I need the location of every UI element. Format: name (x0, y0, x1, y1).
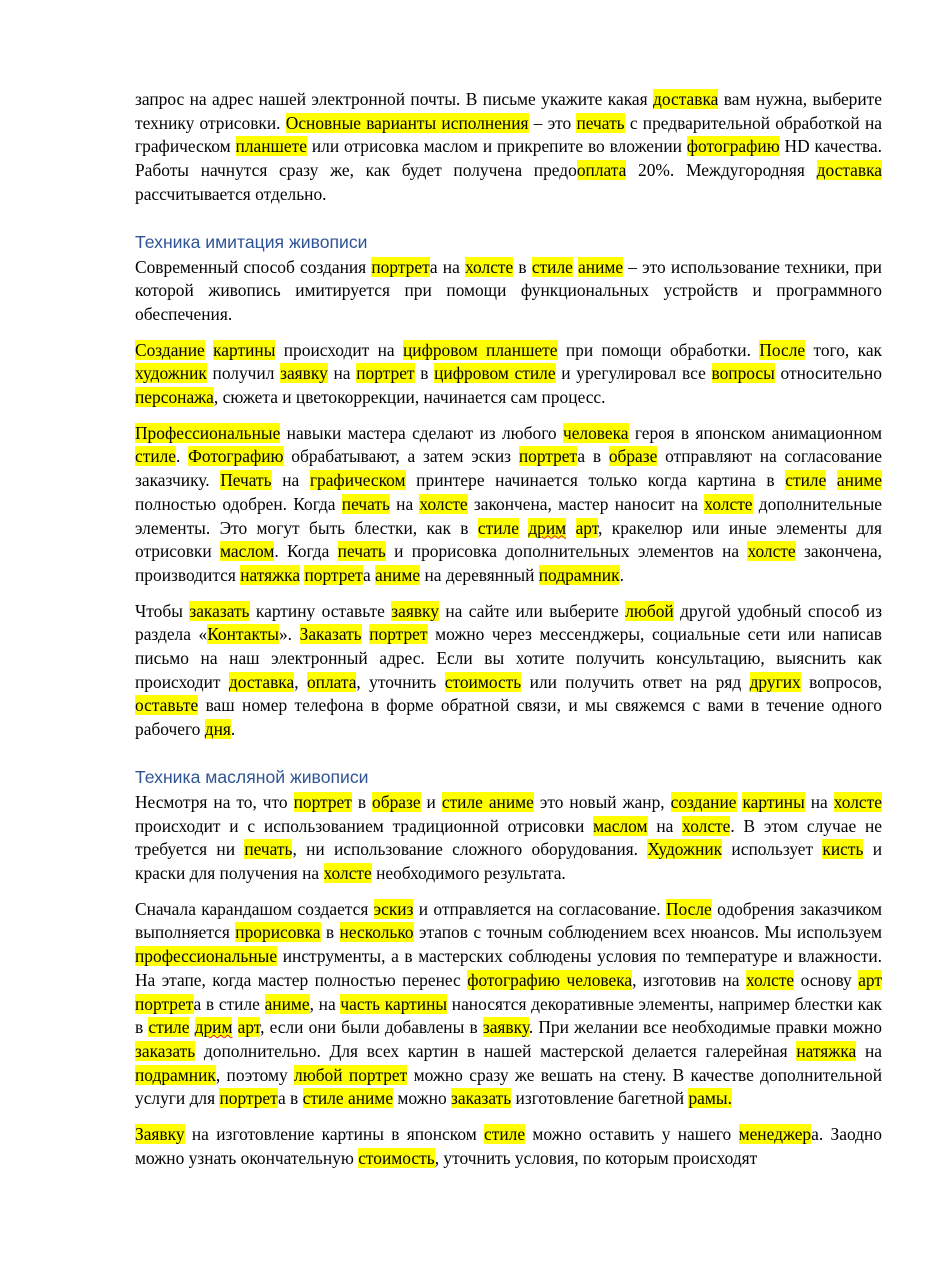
highlighted-keyword: аниме (375, 564, 421, 585)
text-run: , изготовив на (632, 969, 746, 990)
highlighted-keyword: картины (742, 791, 805, 812)
highlighted-keyword: стоимость (358, 1147, 435, 1168)
highlighted-keyword: стиле (531, 256, 573, 277)
highlighted-keyword: печать (244, 839, 293, 860)
highlighted-keyword: Заказать (299, 624, 362, 645)
paragraph (135, 339, 882, 410)
text-run: одобрения заказчиком выполняется (135, 898, 882, 943)
text-run: это новый жанр, (533, 791, 671, 812)
section-heading: Техника масляной живописи (135, 766, 369, 787)
highlighted-keyword: Заявку (135, 1124, 185, 1145)
highlighted-keyword: других (749, 671, 801, 692)
text-run: на (804, 791, 834, 812)
highlighted-keyword: портрет (356, 363, 415, 384)
highlighted-keyword: Основные варианты исполнения (285, 112, 529, 133)
text-run: . В этом случае не требуется ни (135, 815, 883, 860)
highlighted-keyword: образе (608, 446, 658, 467)
text-run (205, 340, 213, 360)
text-run: а в (277, 1088, 303, 1109)
highlighted-keyword: арт (237, 1017, 261, 1038)
text-run: в (351, 791, 373, 812)
highlighted-misspelled-keyword: дрим (194, 1017, 233, 1038)
highlighted-keyword: художник (135, 363, 207, 384)
text-run: принтере начинается только когда картина в (405, 470, 786, 491)
text-run (826, 470, 837, 490)
highlighted-keyword: подрамник (538, 564, 620, 585)
text-run: полностью одобрен. Когда (135, 493, 342, 514)
text-run: другой удобный способ из раздела « (135, 600, 883, 645)
text-run: на (389, 493, 420, 514)
text-run: происходит и с использованием традиционной отрисовки (135, 815, 594, 836)
text-run (232, 1017, 237, 1037)
highlighted-keyword: цифровом планшете (402, 339, 558, 360)
highlighted-keyword: аниме (578, 256, 624, 277)
text-run: в (320, 922, 340, 943)
highlighted-keyword: портрет (518, 446, 578, 467)
highlighted-keyword: оплата (576, 160, 627, 181)
highlighted-keyword: вопросы (711, 363, 775, 384)
highlighted-keyword: прорисовка (235, 922, 321, 943)
highlighted-keyword: холсте (465, 256, 514, 277)
highlighted-keyword: создание (670, 791, 737, 812)
highlighted-keyword: доставка (653, 89, 719, 109)
highlighted-keyword: доставка (816, 160, 882, 181)
highlighted-keyword: холсте (323, 862, 372, 883)
highlighted-keyword: холсте (682, 815, 731, 836)
text-run: . (619, 564, 624, 585)
highlighted-keyword: фотографию человека (467, 969, 633, 990)
paragraph (135, 898, 882, 1111)
highlighted-keyword: портрет (135, 993, 194, 1014)
text-run: Чтобы (135, 600, 190, 621)
highlighted-keyword: Создание (135, 339, 205, 360)
text-run: Современный способ создания (135, 256, 372, 277)
highlighted-keyword: человека (562, 422, 629, 443)
text-run: , поэтому (215, 1064, 295, 1085)
paragraph (135, 88, 882, 207)
highlighted-keyword: холсте (833, 791, 882, 812)
text-run: , (294, 671, 307, 692)
text-run: . При желании все необходимые правки можно (528, 1017, 882, 1038)
highlighted-keyword: портрет (219, 1088, 278, 1109)
highlighted-keyword: аниме (836, 470, 882, 491)
text-run: или получить ответ на ряд (521, 671, 750, 692)
highlighted-keyword: печать (576, 112, 625, 133)
highlighted-keyword: маслом (220, 541, 275, 562)
section-heading: Техника имитация живописи (135, 231, 368, 252)
text-run: на (327, 363, 357, 384)
text-run: или отрисовка маслом и прикрепите во вложении (306, 136, 687, 157)
text-run: и урегулировал все (555, 363, 712, 384)
text-run: можно оставить у нашего (525, 1124, 739, 1145)
text-run (189, 1017, 194, 1037)
highlighted-keyword: стиле (477, 517, 519, 538)
text-run: ваш номер телефона в форме обратной связи, и мы свяжемся с вами в течение одного рабочего (135, 695, 882, 740)
highlighted-keyword: стиле (135, 446, 177, 467)
text-run: героя в японском анимационном (628, 422, 882, 443)
highlighted-keyword: заявку (280, 363, 328, 384)
highlighted-keyword: стиле (785, 470, 827, 491)
text-run: основу (794, 969, 859, 990)
text-run: HD качества. Работы начнутся сразу же, как будет получена предо (135, 136, 882, 181)
text-run: и краски для получения на (135, 839, 883, 883)
text-run: можно через мессенджеры, социальные сети или написав письмо на наш электронный адрес. Если вы хотите получить консультацию, выяснить как происходит (135, 624, 882, 692)
text-run: навыки мастера сделают из любого (280, 422, 563, 443)
highlighted-keyword: профессиональные (135, 946, 278, 967)
paragraph (135, 256, 882, 327)
text-run: а на (429, 256, 466, 277)
text-run: , ни использование сложного оборудования. (292, 839, 648, 860)
text-run: и отправляется на согласование. (413, 898, 666, 919)
paragraph (135, 422, 882, 588)
highlighted-keyword: натяжка (796, 1040, 857, 1061)
text-run: запрос на адрес нашей электронной почты. В письме укажите какая (135, 89, 654, 109)
text-run: . Когда (274, 541, 338, 562)
highlighted-keyword: маслом (593, 815, 648, 836)
text-run: в (414, 363, 435, 384)
text-run: на изготовление картины в японском (184, 1124, 485, 1145)
paragraph (135, 791, 882, 886)
text-run: относительно (774, 363, 882, 384)
text-run: ». (278, 624, 300, 645)
text-run: на (647, 815, 683, 836)
highlighted-keyword: любой портрет (294, 1064, 408, 1085)
text-run: закончена, производится (135, 541, 882, 585)
text-run: . (230, 719, 236, 740)
highlighted-keyword: аниме (264, 993, 310, 1014)
text-run (566, 518, 575, 538)
text-run: , если они были добавлены в (260, 1017, 483, 1038)
text-run: вам нужна, выберите технику отрисовки. (135, 89, 882, 133)
highlighted-keyword: холсте (419, 493, 468, 514)
text-run: и (420, 791, 442, 812)
highlighted-keyword: портрет (293, 791, 352, 812)
document-body (135, 88, 882, 1170)
highlighted-keyword: Печать (220, 470, 272, 491)
text-run: 20%. Междугородняя (626, 160, 817, 181)
highlighted-keyword: заказать (451, 1088, 512, 1109)
highlighted-keyword: кисть (822, 839, 864, 860)
text-run: получил (206, 363, 281, 384)
highlighted-keyword: печать (337, 541, 386, 562)
text-run: дополнительные элементы. Это могут быть блестки, как в (135, 493, 883, 538)
text-run: дополнительно. Для всех картин в нашей мастерской делается галерейная (195, 1040, 797, 1061)
text-run: при помощи обработки. (557, 339, 760, 360)
highlighted-keyword: Художник (647, 839, 723, 860)
highlighted-keyword: заявку (391, 600, 439, 621)
highlighted-keyword: заказать (189, 600, 250, 621)
text-run: инструменты, а в мастерских соблюдены условия по температуре и влажности. На этапе, когда мастер полностью перенес (135, 946, 882, 990)
highlighted-keyword: стоимость (444, 671, 522, 692)
text-run: изготовление багетной (511, 1088, 689, 1109)
highlighted-keyword: портрет (371, 256, 430, 277)
highlighted-keyword: стиле аниме (441, 791, 534, 812)
highlighted-keyword: оплата (306, 671, 357, 692)
text-run: . (176, 446, 189, 467)
text-run: на (856, 1040, 882, 1061)
text-run: а (362, 564, 376, 585)
highlighted-keyword: доставка (228, 671, 295, 692)
text-run: , сюжета и цветокоррекции, начинается сам процесс. (213, 387, 606, 408)
text-run: – это использование техники, при которой живопись имитируется при помощи функциональных устройств и программного обеспечения. (135, 256, 882, 324)
text-run: , кракелюр или иные элементы для отрисовки (135, 517, 882, 562)
text-run: на (271, 470, 310, 491)
text-run: происходит на (275, 339, 403, 360)
highlighted-keyword: После (759, 339, 806, 360)
highlighted-keyword: образе (372, 791, 421, 812)
highlighted-keyword: менеджер (738, 1124, 812, 1145)
highlighted-keyword: Контакты (207, 624, 279, 645)
highlighted-keyword: стиле (484, 1124, 526, 1145)
highlighted-keyword: холсте (704, 493, 753, 514)
text-run: с предварительной обработкой на графическом (135, 112, 882, 157)
highlighted-keyword: фотографию (686, 136, 780, 157)
text-run: наносятся декоративные элементы, например блестки как в (135, 993, 882, 1038)
highlighted-keyword: холсте (745, 969, 795, 990)
text-run: , на (309, 993, 341, 1014)
highlighted-keyword: дня (204, 719, 231, 740)
highlighted-keyword: стиле (148, 1017, 190, 1038)
highlighted-misspelled-keyword: дрим (528, 517, 567, 538)
text-run: , уточнить условия, по которым происходят (434, 1147, 758, 1168)
text-run: можно сразу же вешать на стену. В качестве дополнительной услуги для (135, 1064, 882, 1109)
highlighted-keyword: печать (341, 493, 390, 514)
text-run: отправляют на согласование заказчику. (135, 446, 882, 491)
text-run: рассчитывается отдельно. (135, 183, 327, 204)
text-run: использует (722, 839, 823, 860)
text-run: вопросов, (800, 671, 883, 692)
text-run: а в стиле (193, 993, 265, 1014)
text-run: и прорисовка дополнительных элементов на (385, 541, 748, 562)
text-run: того, как (805, 339, 882, 360)
highlighted-keyword: арт (858, 969, 882, 990)
text-run: а. Заодно можно узнать окончательную (135, 1124, 882, 1168)
highlighted-keyword: картины (213, 339, 276, 360)
text-run: Сначала карандашом создается (135, 898, 374, 919)
highlighted-keyword: рамы. (688, 1088, 732, 1109)
highlighted-keyword: стиле аниме (302, 1088, 394, 1109)
highlighted-keyword: портрет (304, 564, 363, 585)
text-run: картину оставьте (249, 600, 392, 621)
highlighted-keyword: портрет (369, 624, 428, 645)
text-run: этапов с точным соблюдением всех нюансов. Мы используем (413, 922, 882, 943)
highlighted-keyword: После (665, 898, 712, 919)
highlighted-keyword: холсте (747, 541, 796, 562)
paragraph (135, 1123, 882, 1170)
highlighted-keyword: несколько (339, 922, 414, 943)
text-run (519, 518, 528, 538)
text-run: на деревянный (420, 564, 539, 585)
text-run: на сайте или выберите (438, 600, 626, 621)
text-run: закончена, мастер наносит на (467, 493, 705, 514)
highlighted-keyword: Фотографию (188, 446, 284, 467)
text-run: в (513, 256, 532, 277)
highlighted-keyword: заявку (482, 1017, 529, 1038)
text-run: – это (528, 112, 577, 133)
highlighted-keyword: часть картины (340, 993, 448, 1014)
text-run: необходимого результата. (371, 862, 566, 883)
text-run: обрабатывают, а затем эскиз (283, 446, 519, 467)
text-run: можно (393, 1088, 452, 1109)
text-run: Несмотря на то, что (135, 791, 294, 812)
highlighted-keyword: цифровом стиле (434, 363, 556, 384)
highlighted-keyword: арт (575, 517, 599, 538)
paragraph (135, 600, 882, 742)
highlighted-keyword: любой (625, 600, 674, 621)
highlighted-keyword: планшете (235, 136, 307, 157)
highlighted-keyword: эскиз (373, 898, 414, 919)
highlighted-keyword: графическом (309, 470, 406, 491)
highlighted-keyword: натяжка (240, 564, 301, 585)
highlighted-keyword: заказать (135, 1040, 196, 1061)
highlighted-keyword: подрамник (135, 1064, 216, 1085)
text-run: , уточнить (356, 671, 445, 692)
text-run: а в (577, 446, 609, 467)
highlighted-keyword: Профессиональные (135, 422, 281, 443)
highlighted-keyword: персонажа (135, 387, 214, 408)
highlighted-keyword: оставьте (135, 695, 199, 716)
